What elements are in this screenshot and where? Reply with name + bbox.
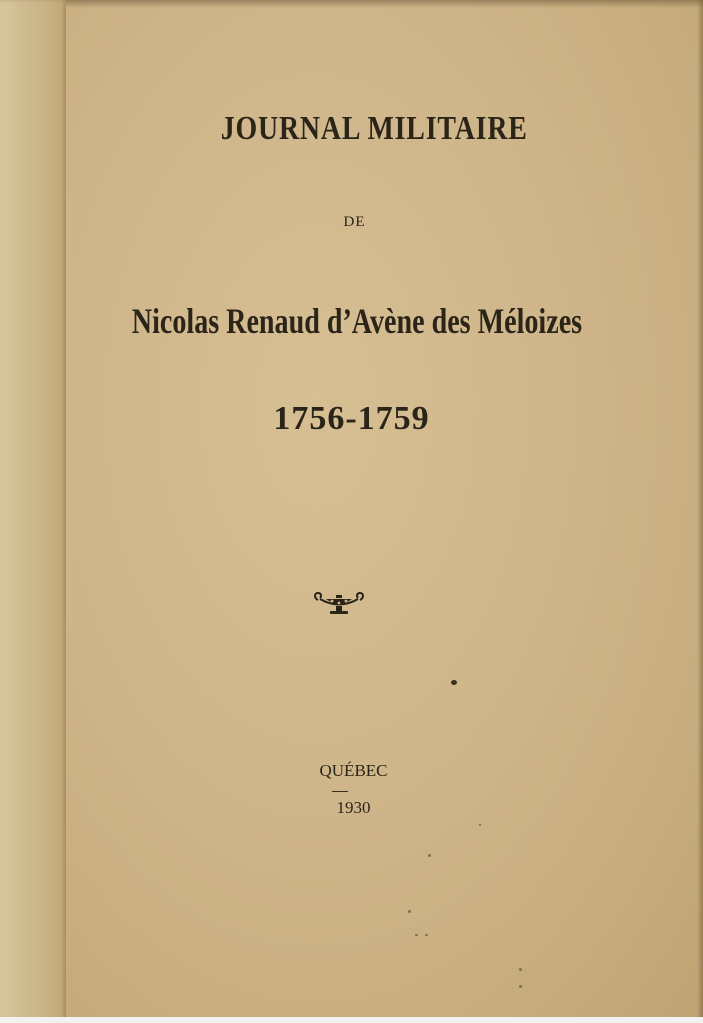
cover-title: JOURNAL MILITAIRE <box>220 110 528 147</box>
right-edge-shadow <box>697 0 703 1023</box>
cover-preposition: DE <box>343 214 366 230</box>
paper-speck <box>425 934 428 936</box>
bottom-edge <box>0 1017 703 1023</box>
urn-vignette-icon <box>312 590 366 620</box>
paper-speck <box>519 985 522 988</box>
publication-place: QUÉBEC <box>319 761 388 780</box>
paper-speck <box>428 854 431 857</box>
book-spine <box>0 0 66 1023</box>
top-edge-shadow <box>66 0 703 8</box>
paper-speck <box>519 968 522 971</box>
cover-author: Nicolas Renaud d’Avène des Méloizes <box>131 301 583 341</box>
paper-speck <box>479 824 481 826</box>
publication-year: 1930 <box>336 798 371 817</box>
paper-speck <box>451 680 457 685</box>
paper-speck <box>415 934 418 936</box>
cover-years: 1756-1759 <box>273 400 430 437</box>
place-date-rule <box>332 791 348 792</box>
paper-speck <box>408 910 411 913</box>
